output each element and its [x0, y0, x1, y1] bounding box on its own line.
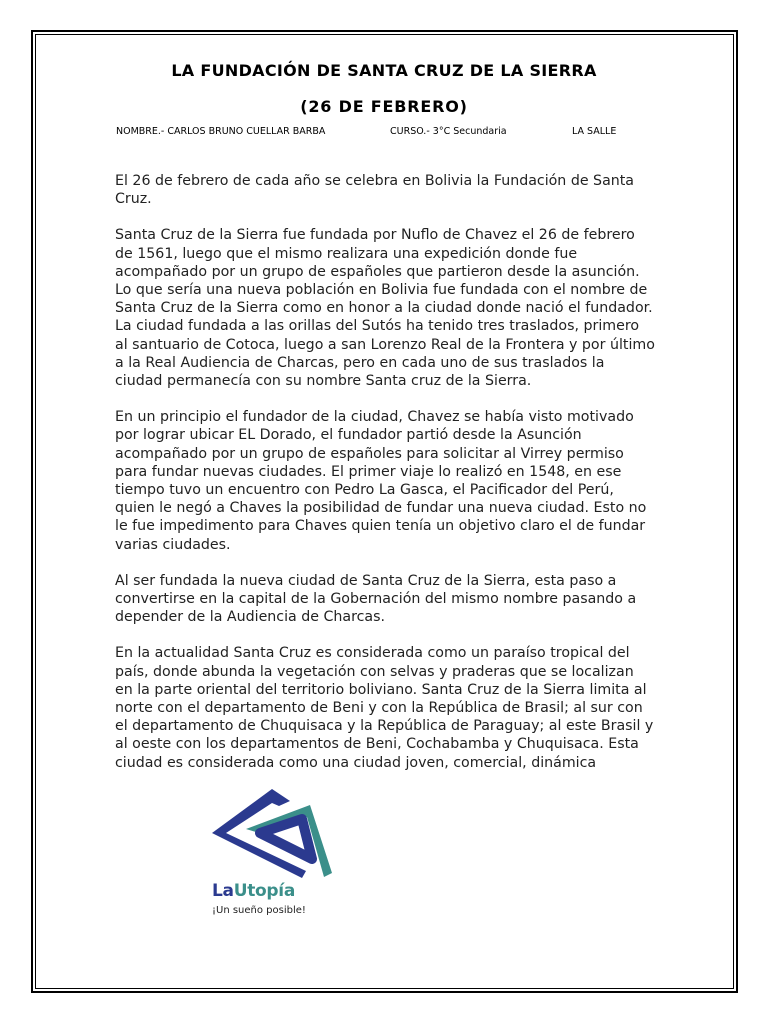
document-subtitle: (26 DE FEBRERO): [300, 97, 468, 116]
school-name: LA SALLE: [572, 126, 617, 137]
la-utopia-logo: [206, 785, 336, 925]
student-name: NOMBRE.- CARLOS BRUNO CUELLAR BARBA: [116, 126, 326, 137]
paragraph: El 26 de febrero de cada año se celebra en Bolivia la Fundación de Santa Cruz.: [115, 173, 635, 208]
logo-wordmark-utopia: Utopía: [233, 881, 295, 901]
logo-tagline: ¡Un sueño posible!: [212, 905, 306, 916]
student-course: CURSO.- 3°C Secundaria: [390, 126, 507, 137]
paragraph: Al ser fundada la nueva ciudad de Santa Cruz de la Sierra, esta paso a convertirse en la capital de la Gobernación del mismo nombre pasando a depender de la Audiencia de Charcas.: [115, 572, 637, 626]
logo-wordmark: [212, 881, 295, 901]
paragraph: Santa Cruz de la Sierra fue fundada por Nuflo de Chavez el 26 de febrero de 1561, luego que el mismo realizara una expedición donde fue acompañado por un grupo de españoles que partieron desde la asunción. Lo que sería una nueva población en Bolivia fue fundada con el nombre de Santa Cruz de la Sierra como en honor a la ciudad donde nació el fundador. La ciudad fundada a las orillas del Sutós ha tenido tres traslados, primero al santuario de Cotoca, luego a san Lorenzo Real de la Frontera y por último a la Real Audiencia de Charcas, pero en cada uno de sus traslados la ciudad permanecía con su nombre Santa cruz de la Sierra.: [115, 227, 655, 390]
document-body: [115, 172, 655, 790]
triangle-logo-icon: [206, 785, 336, 881]
paragraph: En un principio el fundador de la ciudad, Chavez se había visto motivado por lograr ubicar EL Dorado, el fundador partió desde la Asunción acompañado por un grupo de españoles para solicitar al Virrey permiso para fundar nuevas ciudades. El primer viaje lo realizó en 1548, en ese tiempo tuvo un encuentro con Pedro La Gasca, el Pacificador del Perú, quien le negó a Chaves la posibilidad de fundar una nueva ciudad. Esto no le fue impedimento para Chaves quien tenía un objetivo claro el de fundar varias ciudades.: [115, 409, 647, 553]
paragraph: En la actualidad Santa Cruz es considerada como un paraíso tropical del país, donde abunda la vegetación con selvas y praderas que se localizan en la parte oriental del territorio boliviano. Santa Cruz de la Sierra limita al norte con el departamento de Beni y con la República de Brasil; al sur con el departamento de Chuquisaca y la República de Paraguay; al este Brasil y al oeste con los departamentos de Beni, Cochabamba y Chuquisaca. Esta ciudad es considerada como una ciudad joven, comercial, dinámica: [115, 645, 654, 771]
logo-wordmark-la: La: [212, 881, 234, 901]
document-title: LA FUNDACIÓN DE SANTA CRUZ DE LA SIERRA: [171, 61, 597, 80]
